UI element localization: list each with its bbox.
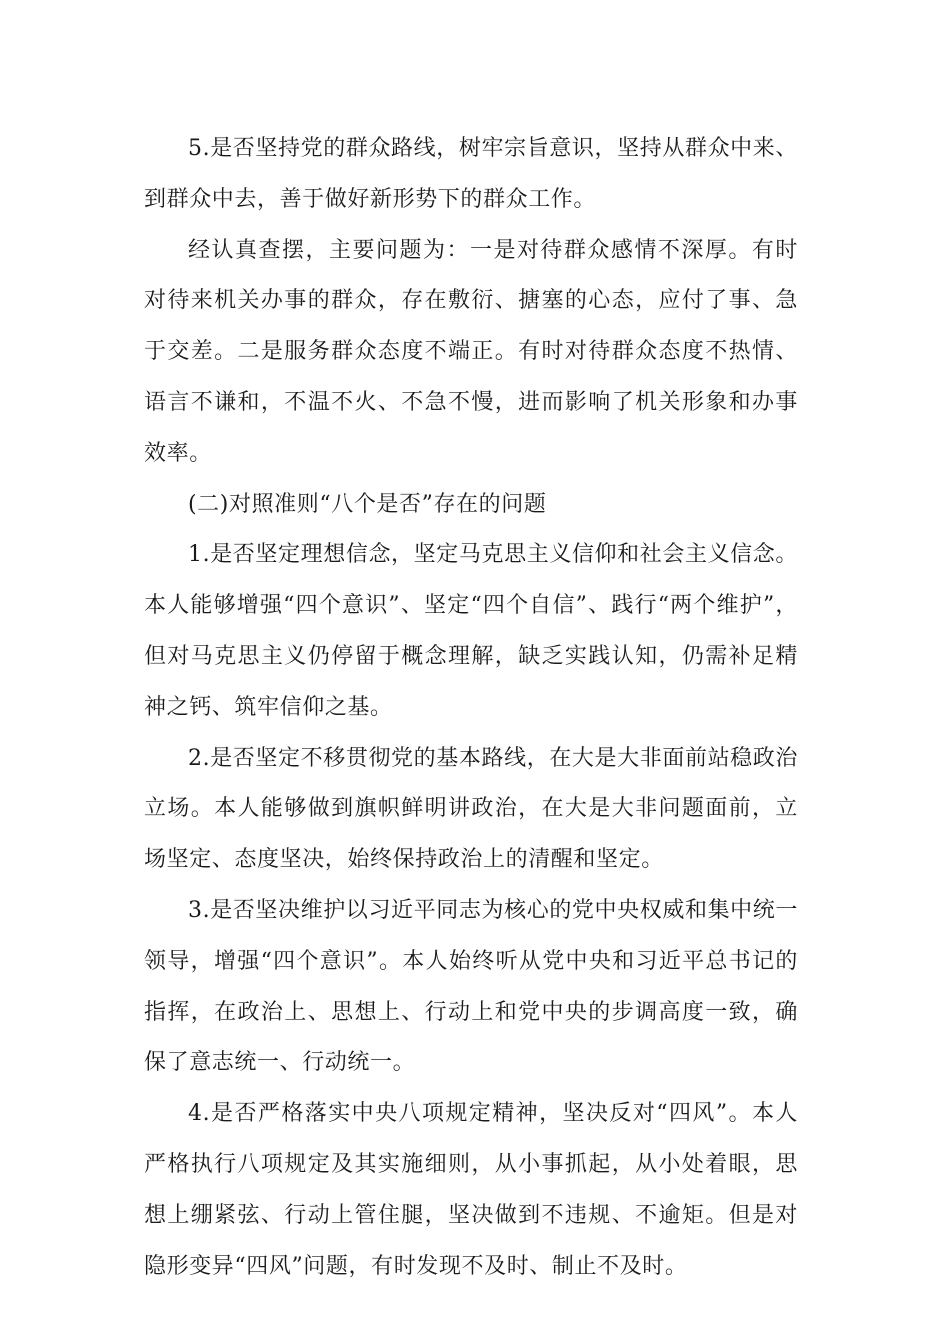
paragraph-item-1-ideals: 1.是否坚定理想信念，坚定马克思主义信仰和社会主义信念。本人能够增强“四个意识”、坚定“四个自信”、践行“两个维护”，但对马克思主义仍停留于概念理解，缺乏实践认知，仍需补足精神之钙、筑牢信仰之基。	[144, 542, 798, 720]
section-heading-eight-whethers: (二)对照准则“八个是否”存在的问题	[188, 491, 547, 517]
paragraph-item-4-eight-regulations: 4.是否严格落实中央八项规定精神，坚决反对“四风”。本人严格执行八项规定及其实施细则，从小事抓起，从小处着眼，思想上绷紧弦、行动上管住腿，坚决做到不违规、不逾矩。但是对隐形变异“四风”问题，有时发现不及时、制止不及时。	[144, 1101, 798, 1279]
paragraph-item-5-mass-line: 5.是否坚持党的群众路线，树牢宗旨意识，坚持从群众中来、到群众中去，善于做好新形势下的群众工作。	[144, 136, 798, 212]
paragraph-problems-found: 经认真查摆，主要问题为：一是对待群众感情不深厚。有时对待来机关办事的群众，存在敷衍、搪塞的心态，应付了事、急于交差。二是服务群众态度不端正。有时对待群众态度不热情、语言不谦和，不温不火、不急不慢，进而影响了机关形象和办事效率。	[144, 237, 798, 466]
paragraph-item-3-central-authority: 3.是否坚决维护以习近平同志为核心的党中央权威和集中统一领导，增强“四个意识”。本人始终听从党中央和习近平总书记的指挥，在政治上、思想上、行动上和党中央的步调高度一致，确保了意志统一、行动统一。	[144, 897, 798, 1076]
paragraph-item-2-basic-line: 2.是否坚定不移贯彻党的基本路线，在大是大非面前站稳政治立场。本人能够做到旗帜鲜明讲政治，在大是大非问题面前，立场坚定、态度坚决，始终保持政治上的清醒和坚定。	[144, 745, 798, 873]
document-body	[144, 124, 798, 1292]
